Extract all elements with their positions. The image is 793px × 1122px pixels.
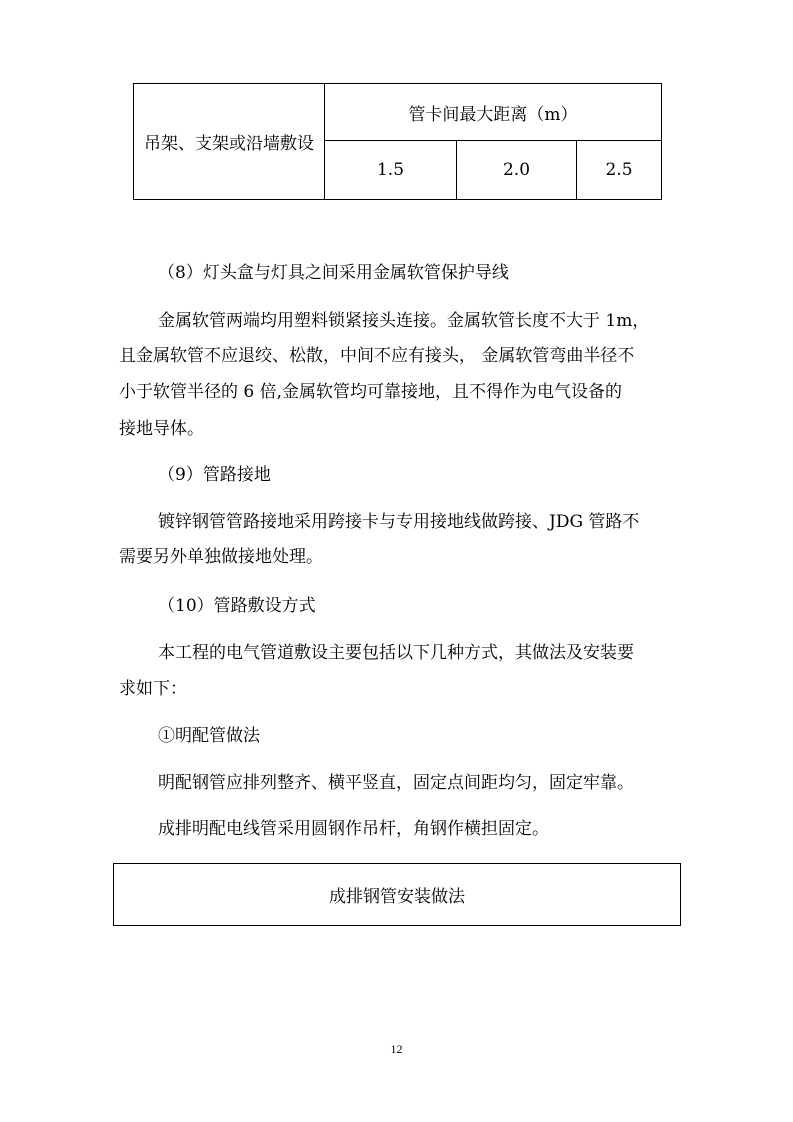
paragraph-line: 且金属软管不应退绞、松散，中间不应有接头， 金属软管弯曲半径不 (119, 346, 635, 366)
paragraph-line: 成排明配电线管采用圆钢作吊杆，角钢作横担固定。 (158, 819, 549, 839)
table-cell: 2.5 (577, 141, 662, 200)
paragraph-line: 本工程的电气管道敷设主要包括以下几种方式，其做法及安装要 (158, 643, 634, 663)
paragraph-line: 金属软管两端均用塑料锁紧接头连接。金属软管长度不大于 1m， (158, 311, 650, 331)
page-number: 12 (390, 1042, 403, 1056)
table-row-header: 吊架、支架或沿墙敷设 (134, 84, 325, 200)
figure-caption-box (113, 863, 681, 926)
paragraph-line: 接地导体。 (119, 419, 204, 439)
table-cell: 1.5 (325, 141, 457, 200)
paragraph-line: 需要另外单独做接地处理。 (119, 547, 323, 567)
pipe-clamp-spacing-table (133, 83, 662, 200)
table-cell: 2.0 (457, 141, 577, 200)
paragraph-line: 明配钢管应排列整齐、横平竖直，固定点间距均匀，固定牢靠。 (158, 773, 634, 793)
section-8-heading: （8）灯头盒与灯具之间采用金属软管保护导线 (158, 263, 509, 283)
figure-caption: 成排钢管安装做法 (329, 887, 465, 907)
section-10-heading: （10）管路敷设方式 (158, 596, 316, 616)
sub-heading: ①明配管做法 (158, 726, 260, 746)
paragraph-line: 小于软管半径的 6 倍,金属软管均可靠接地，且不得作为电气设备的 (119, 382, 623, 402)
table-column-header: 管卡间最大距离（m） (325, 84, 662, 141)
paragraph-line: 求如下： (119, 679, 187, 699)
paragraph-line: 镀锌钢管管路接地采用跨接卡与专用接地线做跨接、JDG 管路不 (158, 512, 640, 532)
section-9-heading: （9）管路接地 (158, 465, 271, 485)
